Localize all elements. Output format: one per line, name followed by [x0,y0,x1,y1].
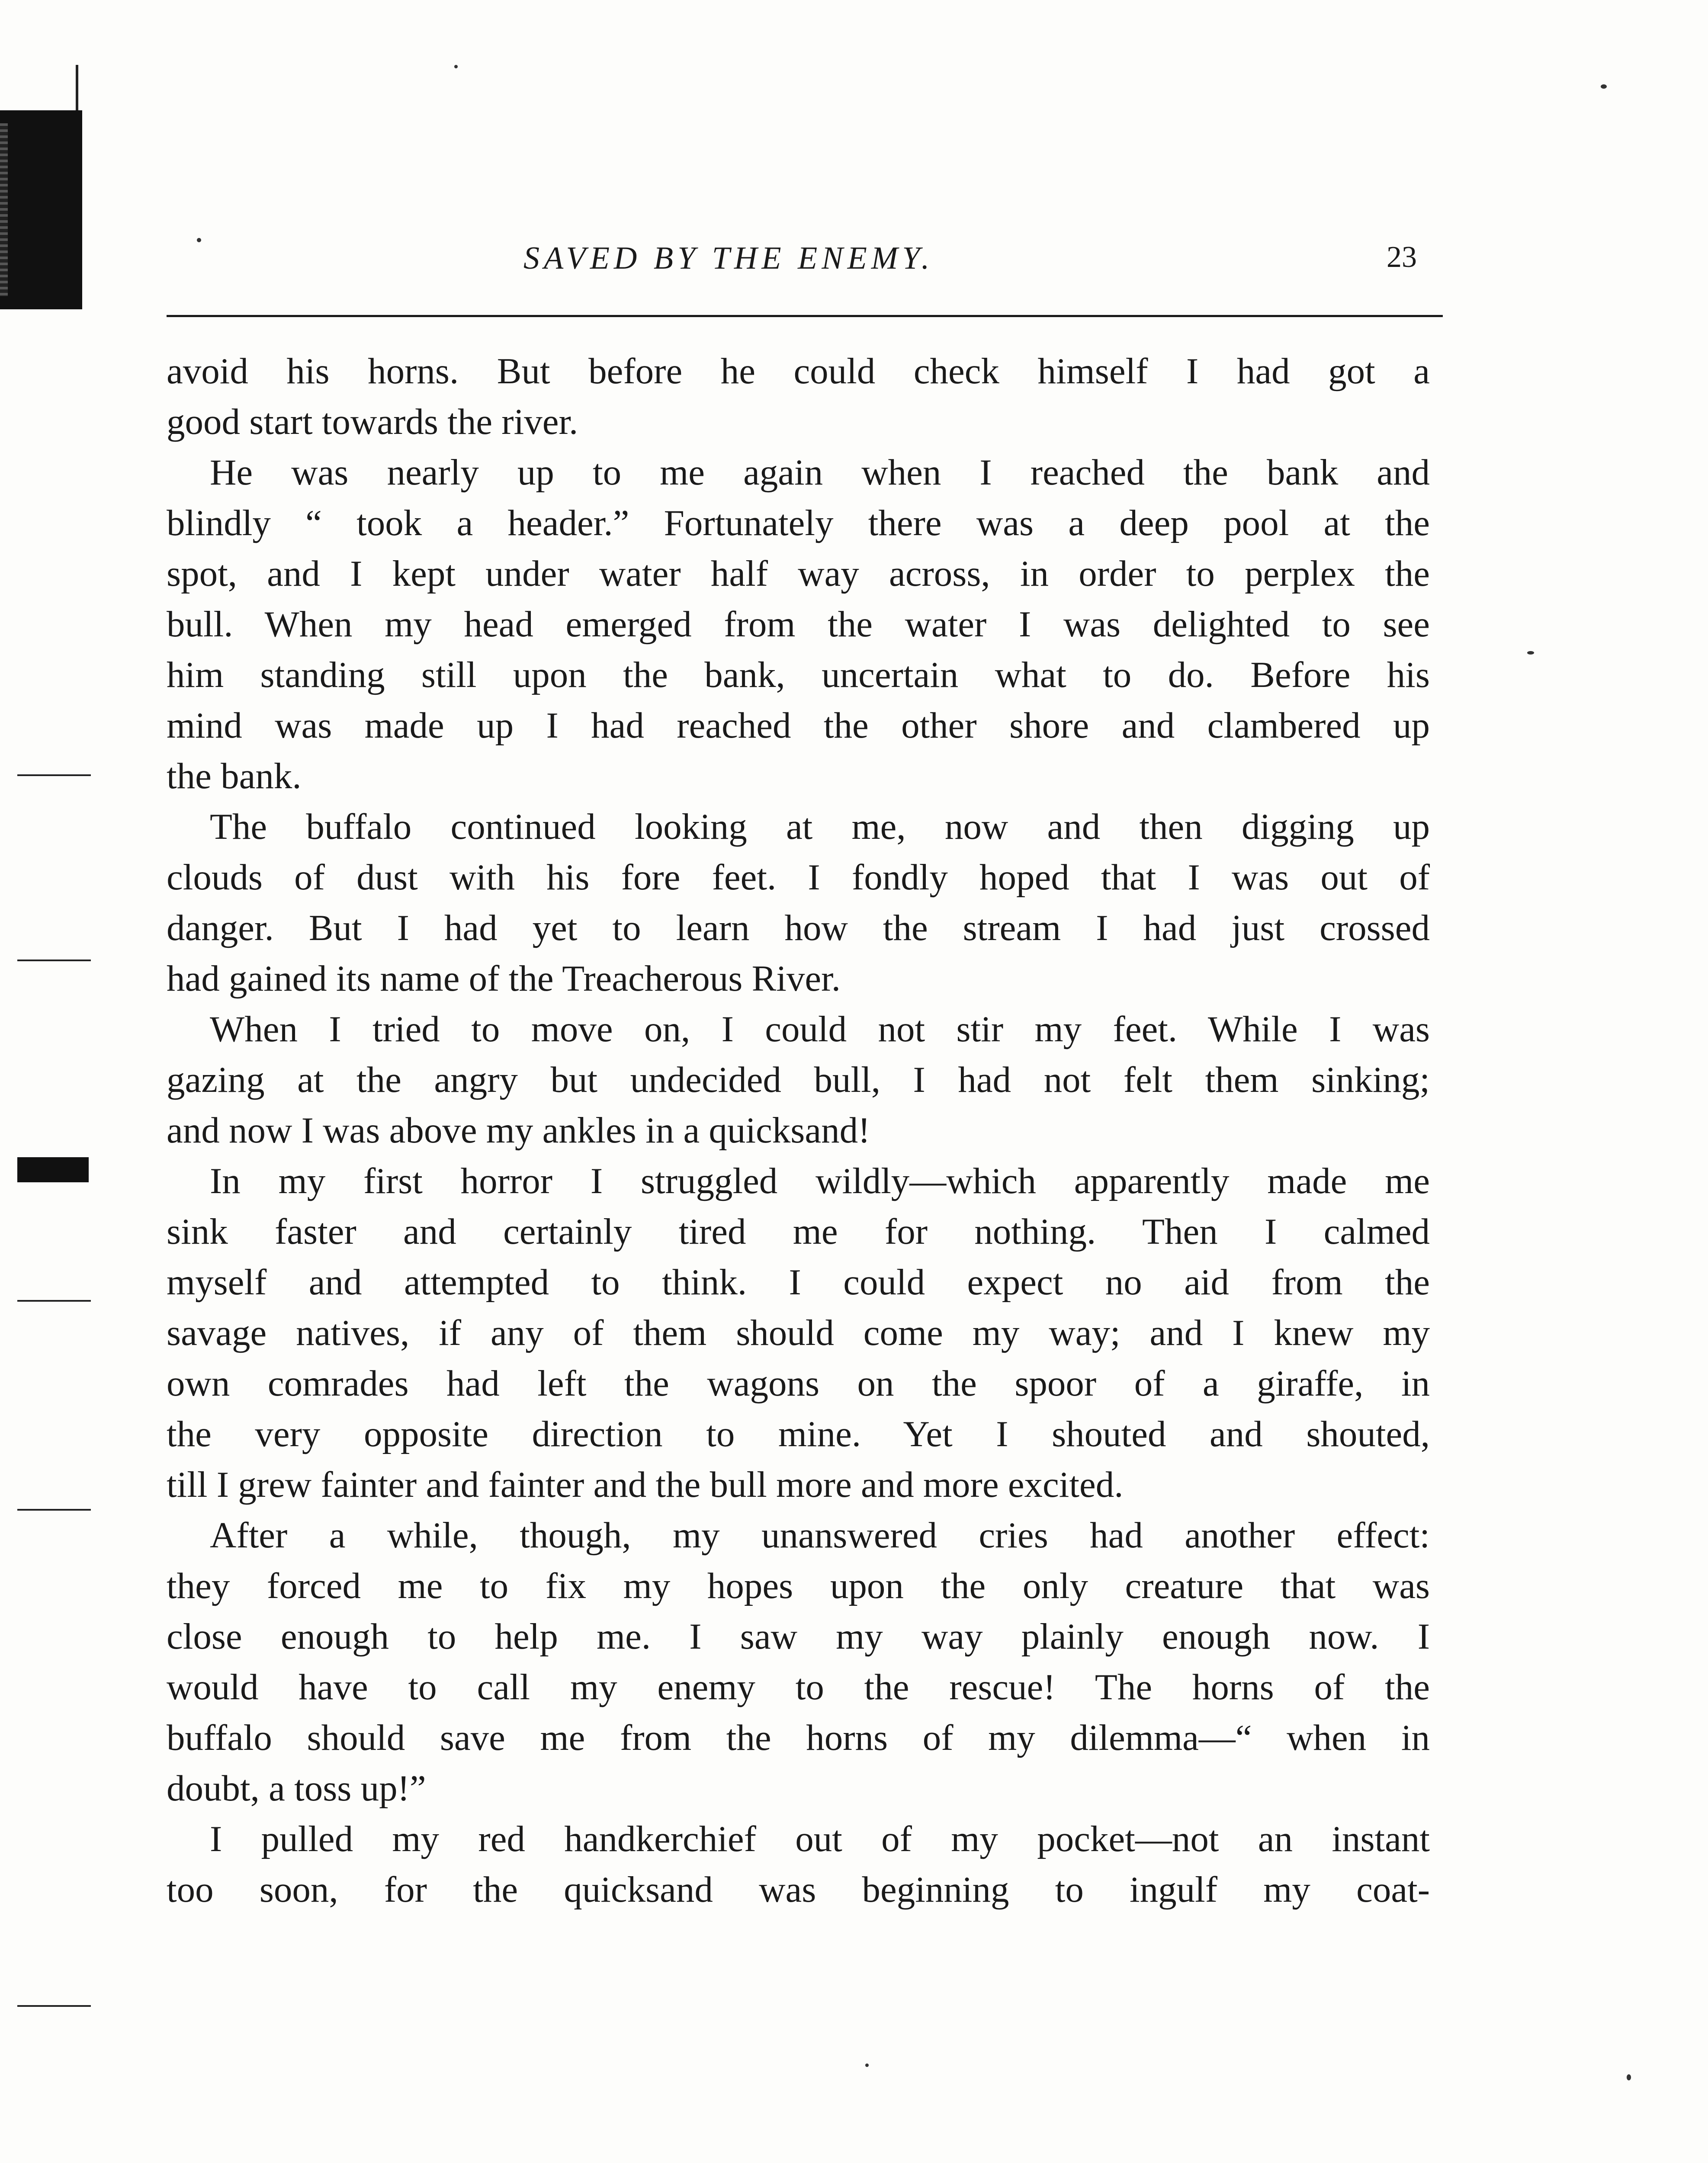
margin-block [17,1157,89,1182]
text-line: spot, and I kept under water half way across, in order to perplex the [167,553,1430,594]
text-line: till I grew fainter and fainter and the bull more and more excited. [167,1464,1124,1505]
text-line: too soon, for the quicksand was beginning to ingulf my coat- [167,1869,1430,1910]
text-line: and now I was above my ankles in a quicksand! [167,1110,870,1151]
scan-speck [1601,84,1607,89]
text-line: doubt, a toss up!” [167,1768,426,1809]
text-line: close enough to help me. I saw my way plainly enough now. I [167,1616,1430,1657]
text-line: buffalo should save me from the horns of my dilemma—“ when in [167,1717,1430,1758]
text-line: After a while, though, my unanswered cries had another effect: [210,1515,1430,1556]
text-line: own comrades had left the wagons on the spoor of a giraffe, in [167,1363,1430,1404]
text-line: bull. When my head emerged from the water I was delighted to see [167,604,1430,645]
text-line: clouds of dust with his fore feet. I fondly hoped that I was out of [167,857,1430,898]
text-line: avoid his horns. But before he could check himself I had got a [167,351,1430,392]
text-line: sink faster and certainly tired me for nothing. Then I calmed [167,1211,1430,1252]
running-title: SAVED BY THE ENEMY. [523,241,934,276]
scan-speck [197,238,201,242]
text-line: When I tried to move on, I could not stir my feet. While I was [210,1009,1430,1049]
text-line: they forced me to fix my hopes upon the only creature that was [167,1566,1430,1606]
margin-tick [17,774,91,776]
text-line: He was nearly up to me again when I reached the bank and [210,452,1430,493]
text-line: gazing at the angry but undecided bull, I had not felt them sinking; [167,1059,1430,1100]
text-line: mind was made up I had reached the other shore and clambered up [167,705,1430,746]
text-line: had gained its name of the Treacherous River. [167,958,841,999]
text-line: danger. But I had yet to learn how the stream I had just crossed [167,908,1430,948]
binding-edge-shadow [0,110,82,309]
text-line: savage natives, if any of them should come my way; and I knew my [167,1313,1430,1353]
text-line: the very opposite direction to mine. Yet I shouted and shouted, [167,1414,1430,1454]
scan-speck [865,2064,869,2067]
margin-tick [17,960,91,961]
text-line: him standing still upon the bank, uncertain what to do. Before his [167,655,1430,695]
scan-speck [1527,651,1534,655]
text-line: In my first horror I struggled wildly—which apparently made me [210,1161,1430,1201]
text-line: blindly “ took a header.” Fortunately there was a deep pool at the [167,503,1430,543]
page-number: 23 [1387,241,1417,274]
text-line: good start towards the river. [167,401,578,442]
scan-speck [454,65,458,68]
margin-tick [17,1509,91,1511]
text-line: The buffalo continued looking at me, now and then digging up [210,806,1430,847]
margin-tick [17,2005,91,2007]
text-line: would have to call my enemy to the rescue! The horns of the [167,1667,1430,1707]
body-text [167,346,1430,1915]
text-line: I pulled my red handkerchief out of my pocket—not an instant [210,1819,1430,1859]
margin-tick [17,1300,91,1302]
header-rule [167,315,1443,317]
text-line: myself and attempted to think. I could expect no aid from the [167,1262,1430,1303]
scan-speck [1627,2074,1631,2080]
text-line: the bank. [167,756,302,796]
